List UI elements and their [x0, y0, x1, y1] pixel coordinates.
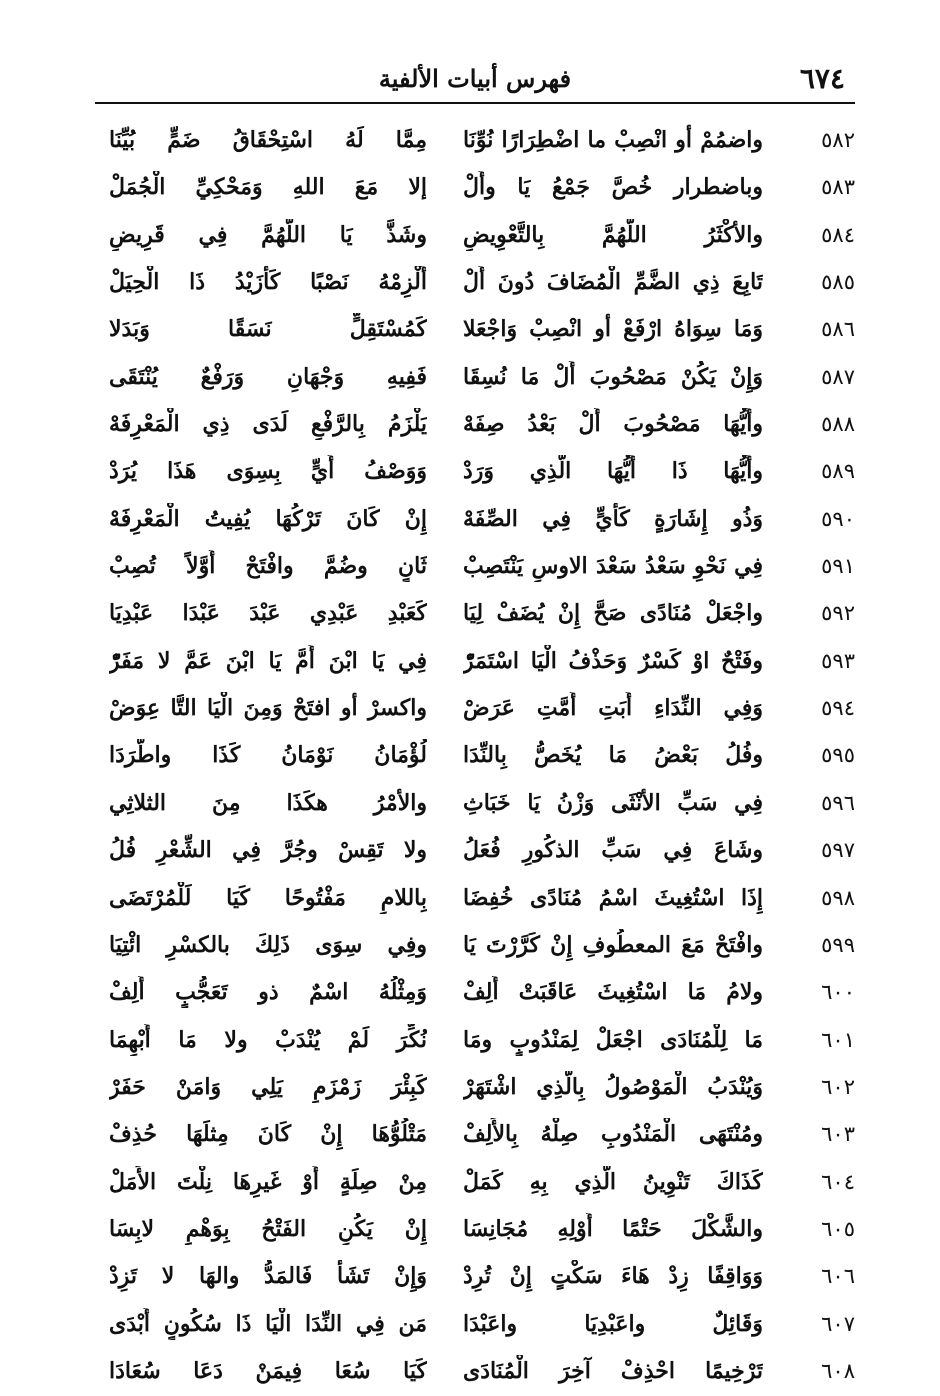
- verse-first-hemistich: وافْتَحْ مَعَ المعطُوفِ إِنْ كَرَّرْتَ يَا: [463, 931, 763, 958]
- verse-second-hemistich: وَمِثْلُهُ اسْمٌ ذو تَعَجُّبٍ أُلِفْ: [109, 979, 427, 1006]
- verse-first-hemistich: مَا لِلْمُنَادَى اجْعَلْ لِمَنْدُوبٍ ومَا: [463, 1026, 763, 1053]
- verse-row: [95, 165, 855, 212]
- verse-row: [95, 876, 855, 923]
- verse-first-hemistich: إِذَا اسْتُغِيثَ اسْمُ مُنَادًى خُفِضَا: [463, 884, 763, 911]
- verse-row: [95, 639, 855, 686]
- verse-second-hemistich: وَإِنْ تَشَأْ فَالمَدُّ والهَا لا تَزِدْ: [109, 1263, 427, 1290]
- verse-number: ٥٨٦: [821, 317, 855, 342]
- verse-second-hemistich: أَلْزِمْهُ نَصْبًا كَأَزَيْدُ ذَا الْحِيَلْ: [109, 269, 427, 296]
- verse-second-hemistich: كَعَبْدِ عَبْدِي عَبْدَ عَبْدَا عَبْدِيَا: [109, 600, 427, 627]
- verse-number: ٥٩٢: [821, 601, 855, 626]
- verse-number: ٥٨٥: [821, 270, 855, 295]
- verse-first-hemistich: فِي نَحْوِ سَعْدُ سَعْدَ الاوسِ يَنْتَصِبْ: [463, 553, 763, 580]
- verse-row: [95, 260, 855, 307]
- verse-number: ٦٠٣: [821, 1122, 855, 1147]
- verse-second-hemistich: يَلْزَمُ بِالرَّفْعِ لَدَى ذِي الْمَعْرِفَهْ: [109, 411, 427, 438]
- verse-row: [95, 497, 855, 544]
- verse-number: ٥٨٩: [821, 459, 855, 484]
- verse-second-hemistich: كَيَا سُعَا فِيمَنْ دَعَا سُعَادَا: [109, 1357, 427, 1384]
- verse-first-hemistich: وَوَاقِفًا زِدْ هَاءَ سَكْتٍ إِنْ تُرِدْ: [463, 1263, 763, 1290]
- verse-second-hemistich: والأمْرُ هكَذَا مِنَ الثلاثِي: [109, 789, 427, 816]
- verse-second-hemistich: نُكِّرَ لَمْ يُنْدَبْ ولا مَا أُبْهِمَا: [109, 1026, 427, 1053]
- verse-first-hemistich: فِي سَبِّ الأنْثَى وَزْنُ يَا خَبَاثِ: [463, 789, 763, 816]
- verse-second-hemistich: فَفِيهِ وَجْهَانِ وَرَفْعٌ يُنْتَقَى: [109, 363, 427, 390]
- verse-row: [95, 402, 855, 449]
- verse-row: [95, 828, 855, 875]
- verse-number: ٦٠٢: [821, 1074, 855, 1099]
- verse-second-hemistich: بِاللامِ مَفْتُوحًا كَيَا لَلْمُرْتَضَى: [109, 884, 427, 911]
- verse-first-hemistich: تَابِعَ ذِي الضَّمِّ الْمُضَافَ دُونَ أَلْ: [463, 269, 763, 296]
- verse-number: ٥٨٧: [821, 364, 855, 389]
- verse-number: ٦٠٥: [821, 1216, 855, 1241]
- verse-row: [95, 213, 855, 260]
- verse-first-hemistich: والشَّكْلَ حَتْمًا أَوْلِهِ مُجَانِسَا: [463, 1215, 763, 1242]
- verse-row: [95, 307, 855, 354]
- verse-first-hemistich: تَرْخِيمًا احْذِفْ آخِرَ الْمُنَادَى: [463, 1357, 763, 1384]
- verse-first-hemistich: والأكْثَرُ اللَّهُمَّ بِالتَّعْوِيضِ: [463, 221, 763, 248]
- verse-second-hemistich: مِنْ صِلَةٍ أَوْ غَيرِهَا نِلْتَ الأَمَلْ: [109, 1168, 427, 1195]
- verse-number: ٦٠٨: [821, 1358, 855, 1383]
- verse-number: ٥٩١: [821, 554, 855, 579]
- verse-second-hemistich: كَبِئْرَ زَمْزَمٍ يَلِي وَامَنْ حَفَرْ: [109, 1073, 427, 1100]
- verse-first-hemistich: وَقَائِلٌ واعَبْدِيَا واعَبْدَا: [463, 1310, 763, 1337]
- verse-first-hemistich: وأَيُّهَا مَصْحُوبَ أَلْ بَعْدُ صِفَهْ: [463, 411, 763, 438]
- verse-number: ٥٨٣: [821, 175, 855, 200]
- verse-second-hemistich: وشَذَّ يَا اللَّهُمَّ فِي قَرِيضِ: [109, 221, 427, 248]
- verse-row: [95, 355, 855, 402]
- verse-row: [95, 1302, 855, 1349]
- verse-row: [95, 591, 855, 638]
- verse-number: ٥٩٣: [821, 648, 855, 673]
- verse-number: ٥٩٨: [821, 885, 855, 910]
- verse-second-hemistich: وَوَصْفُ أَيٍّ بِسِوَى هَذَا يُرَدْ: [109, 458, 427, 485]
- verse-row: [95, 733, 855, 780]
- verse-number: ٦٠١: [821, 1027, 855, 1052]
- verse-first-hemistich: واجْعَلْ مُنَادًى صَحَّ إِنْ يُضَفْ لِيَا: [463, 600, 763, 627]
- verse-number: ٥٩٥: [821, 743, 855, 768]
- verse-number: ٦٠٤: [821, 1169, 855, 1194]
- verse-second-hemistich: ثَانٍ وضُمَّ وافْتَحْ أَوَّلاً تُصِبْ: [109, 553, 427, 580]
- verse-row: [95, 1254, 855, 1301]
- verse-row: [95, 923, 855, 970]
- verse-list: [95, 118, 855, 1396]
- verse-first-hemistich: ومُنْتَهَى الْمَنْدُوبِ صِلْهُ بِالأَلِفْ: [463, 1121, 763, 1148]
- page-header: [95, 60, 855, 104]
- verse-first-hemistich: وَإِنْ يَكُنْ مَصْحُوبَ أَلْ مَا نُسِقَا: [463, 363, 763, 390]
- verse-second-hemistich: لُؤْمَانُ نَوْمَانُ كَذَا واطَّرَدَا: [109, 742, 427, 769]
- verse-row: [95, 544, 855, 591]
- verse-second-hemistich: فِي يَا ابْنَ أُمَّ يَا ابْنَ عَمَّ لا مَفَرّْ: [109, 647, 427, 674]
- verse-first-hemistich: وَذُو إِشَارَةٍ كَأَيٍّ فِي الصِّفَهْ: [463, 505, 763, 532]
- verse-number: ٥٨٢: [821, 128, 855, 152]
- verse-number: ٥٩٠: [821, 506, 855, 531]
- verse-second-hemistich: مِمَّا لَهُ اسْتِحْقَاقُ ضَمٍّ بُيِّنَا: [109, 127, 427, 153]
- verse-number: ٦٠٦: [821, 1264, 855, 1289]
- verse-row: [95, 1112, 855, 1159]
- verse-row: [95, 1065, 855, 1112]
- verse-number: ٥٩٦: [821, 790, 855, 815]
- verse-second-hemistich: إلا مَعَ اللهِ وَمَحْكِيِّ الْجُمَلْ: [109, 174, 427, 201]
- page-title: فهرس أبيات الألفية: [378, 64, 572, 93]
- verse-row: [95, 449, 855, 496]
- verse-second-hemistich: وفِي سِوَى ذَلِكَ بالكسْرِ ائْتِيَا: [109, 931, 427, 958]
- verse-second-hemistich: إِنْ كَانَ تَرْكُهَا يُفِيتُ الْمَعْرِفَهْ: [109, 505, 427, 532]
- verse-number: ٥٨٨: [821, 412, 855, 437]
- verse-number: ٥٨٤: [821, 222, 855, 247]
- verse-first-hemistich: وَمَا سِوَاهُ ارْفَعْ أو انْصِبْ وَاجْعَلا: [463, 316, 763, 343]
- verse-first-hemistich: وباضطرار خُصَّ جَمْعُ يَا وأَلْ: [463, 174, 763, 201]
- verse-first-hemistich: وفَتْحٌ اوْ كَسْرٌ وَحَذْفُ الْيَا اسْتَمَرّْ: [463, 647, 763, 674]
- verse-first-hemistich: ولامُ مَا اسْتُغِيثَ عَاقَبَتْ أَلِفْ: [463, 979, 763, 1006]
- verse-row: [95, 1207, 855, 1254]
- verse-second-hemistich: ولا تَقِسْ وجُرَّ فِي الشِّعْرِ فُلُ: [109, 837, 427, 864]
- verse-first-hemistich: وَيُنْدَبُ الْمَوْصُولُ بِالَّذِي اشْتَهَرْ: [463, 1073, 763, 1100]
- verse-row: [95, 1018, 855, 1065]
- verse-second-hemistich: مَتْلُوُّهَا إِنْ كَانَ مِثلَهَا حُذِفْ: [109, 1121, 427, 1148]
- verse-row: [95, 970, 855, 1017]
- verse-number: ٦٠٧: [821, 1311, 855, 1336]
- verse-row: [95, 686, 855, 733]
- verse-first-hemistich: وشَاعَ فِي سَبِّ الذكُورِ فُعَلُ: [463, 837, 763, 864]
- verse-row: [95, 1160, 855, 1207]
- verse-row: [95, 1349, 855, 1396]
- verse-second-hemistich: إِنْ يَكُنِ الفَتْحُ بِوَهْمٍ لابِسَا: [109, 1215, 427, 1242]
- page-number: ٦٧٤: [799, 62, 845, 95]
- verse-number: ٥٩٧: [821, 838, 855, 863]
- verse-second-hemistich: مَن فِي النِّدَا الْيَا ذَا سُكُونٍ أَبْدَى: [109, 1310, 427, 1337]
- verse-row: [95, 781, 855, 828]
- verse-row: [95, 118, 855, 165]
- verse-second-hemistich: كَمُسْتَقِلٍّ نَسَقًا وَبَدَلا: [109, 316, 427, 343]
- verse-first-hemistich: وفُلُ بَعْضُ مَا يُخَصُّ بِالنِّدَا: [463, 742, 763, 769]
- verse-number: ٦٠٠: [821, 980, 855, 1005]
- verse-second-hemistich: واكسرْ أو افتَحْ وَمِنَ الْيَا التَّا عِوَضْ: [109, 695, 427, 722]
- verse-first-hemistich: وَفِي النِّدَاءِ أَبَتِ أُمَّتِ عَرَضْ: [463, 695, 763, 722]
- verse-first-hemistich: وأَيُّهَا ذَا أَيُّهَا الَّذِي وَرَدْ: [463, 458, 763, 485]
- verse-number: ٥٩٤: [821, 696, 855, 721]
- verse-first-hemistich: واضمُمْ أو انْصِبْ ما اضْطِرَارًا نُوِّنَا: [463, 127, 763, 153]
- verse-first-hemistich: كَذَاكَ تَنْوِينُ الَّذِي بِهِ كَمَلْ: [463, 1168, 763, 1195]
- verse-number: ٥٩٩: [821, 932, 855, 957]
